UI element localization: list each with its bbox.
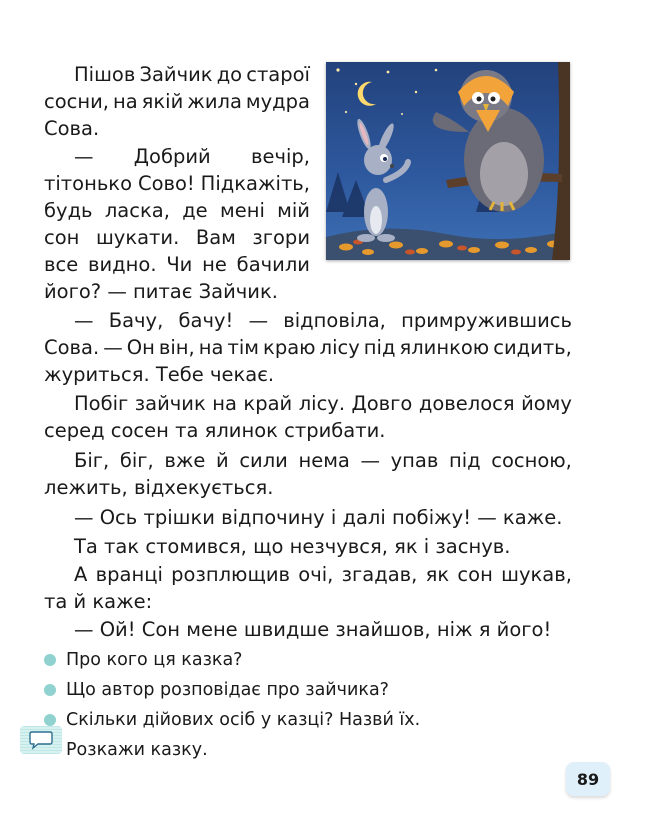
bullet-dot-icon (44, 654, 56, 666)
story-line: — Ой! Сон мене швидше знайшов, ніж я його! (74, 618, 552, 641)
question-text: Скільки дійових осіб у казці? Назви́ їх. (66, 710, 421, 730)
story-line: — Бачу, бачу! — відповіла, примружившись (74, 309, 572, 332)
story-line: тітонько Сово! Підкажіть, (44, 172, 310, 195)
story-line: журиться. Тебе чекає. (44, 363, 275, 386)
story-illustration (326, 62, 570, 260)
bullet-dot-icon (44, 714, 56, 726)
story-line: Пішов Зайчик до старої (74, 63, 310, 86)
story-line: будь ласка, де мені мій (44, 199, 310, 222)
story-line: сон шукати. Вам згори (44, 226, 310, 249)
story-line: його? — питає Зайчик. (44, 280, 278, 303)
question-text: Про кого ця казка? (66, 650, 243, 670)
story-line: — Добрий вечір, (74, 145, 310, 168)
bullet-dot-icon (44, 684, 56, 696)
story-line: та й каже: (44, 590, 153, 613)
story-line: все видно. Чи не бачили (44, 253, 310, 276)
question-text: Що автор розповідає про зайчика? (66, 680, 389, 700)
page-number: 89 (566, 762, 610, 796)
story-line: лежить, відхекується. (44, 476, 274, 499)
question-item (44, 708, 420, 732)
story-line: Сова. (44, 117, 100, 140)
story-line: Сова. — Он він, на тім краю лісу під ялинкою сидить, (44, 336, 572, 359)
story-line: Біг, біг, вже й сили нема — упав під сосною, (74, 449, 572, 472)
story-line: серед сосен та ялинок стрибати. (44, 419, 386, 442)
question-item (44, 648, 242, 672)
story-line: — Ось трішки відпочину і далі побіжу! — каже. (74, 506, 563, 529)
question-item (44, 678, 389, 702)
story-line: Побіг зайчик на край лісу. Довго довелося йому (74, 392, 572, 415)
story-line: Та так стомився, що незчувся, як і заснув. (74, 535, 511, 558)
speech-bubble-icon (20, 726, 62, 754)
story-line: А вранці розплющив очі, згадав, як сон шукав, (74, 563, 572, 586)
story-line: сосни, на якій жила мудра (44, 90, 310, 113)
task-text: Розкажи казку. (66, 740, 208, 760)
